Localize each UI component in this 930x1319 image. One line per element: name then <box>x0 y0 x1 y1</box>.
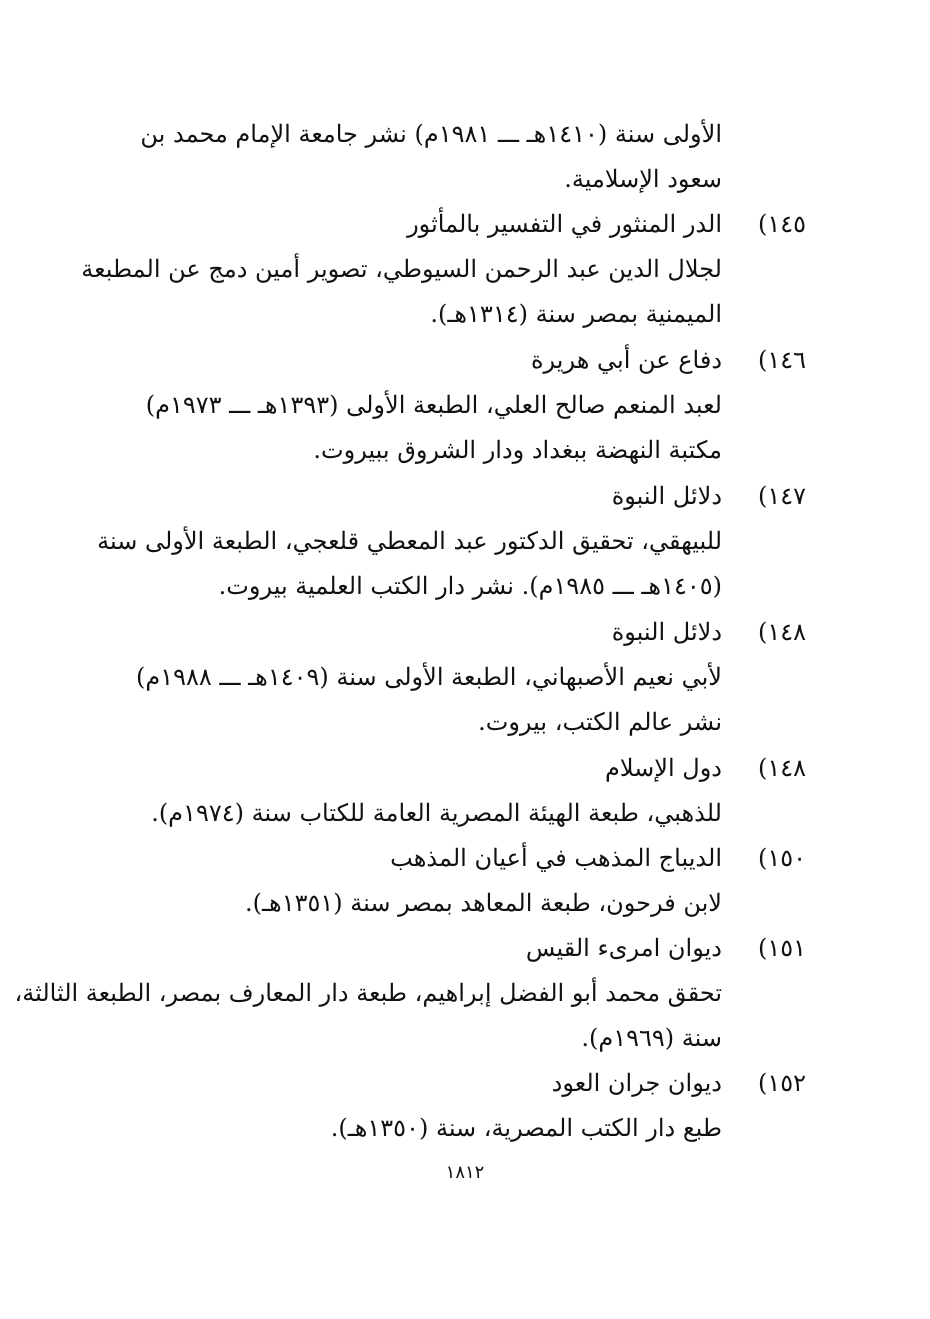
entry-body-line: لأبي نعيم الأصبهاني، الطبعة الأولى سنة (١٤٠٩هـ ـــ ١٩٨٨م) <box>135 663 722 691</box>
entry-title: الدر المنثور في التفسير بالمأثور <box>407 210 722 238</box>
entry-number: ١٤٨) <box>757 618 806 646</box>
intro-line-2: سعود الإسلامية. <box>564 165 722 193</box>
entry-number: ١٤٧) <box>757 482 806 510</box>
entry-title: ديوان امرىء القيس <box>525 934 722 962</box>
page-number: ١٨١٢ <box>445 1162 485 1183</box>
entry-body-line: (١٤٠٥هـ ـــ ١٩٨٥م). نشر دار الكتب العلمية بيروت. <box>218 572 722 600</box>
intro-line-1: الأولى سنة (١٤١٠هـ ـــ ١٩٨١م) نشر جامعة الإمام محمد بن <box>140 120 722 148</box>
entry-body-line: لعبد المنعم صالح العلي، الطبعة الأولى (١٣٩٣هـ ـــ ١٩٧٣م) <box>145 391 722 419</box>
entry-title: دول الإسلام <box>605 754 722 782</box>
entry-body-line: للذهبي، طبعة الهيئة المصرية العامة للكتاب سنة (١٩٧٤م). <box>151 799 722 827</box>
entry-body-line: نشر عالم الكتب، بيروت. <box>478 708 722 736</box>
entry-body-line: لجلال الدين عبد الرحمن السيوطي، تصوير أمين دمج عن المطبعة <box>81 255 722 283</box>
entry-title: دلائل النبوة <box>611 618 722 646</box>
entry-number: ١٥٠) <box>757 844 806 872</box>
entry-title: الديباج المذهب في أعيان المذهب <box>390 844 722 872</box>
entry-number: ١٤٥) <box>757 210 806 238</box>
entry-title: دفاع عن أبي هريرة <box>530 346 722 374</box>
entry-number: ١٥١) <box>757 934 806 962</box>
entry-number: ١٤٨) <box>757 754 806 782</box>
entry-number: ١٤٦) <box>757 346 806 374</box>
entry-number: ١٥٢) <box>757 1069 806 1097</box>
entry-body-line: للبيهقي، تحقيق الدكتور عبد المعطي قلعجي، الطبعة الأولى سنة <box>97 527 722 555</box>
entry-title: ديوان جران العود <box>551 1069 722 1097</box>
entry-title: دلائل النبوة <box>611 482 722 510</box>
entry-body-line: سنة (١٩٦٩م). <box>581 1024 722 1052</box>
entry-body-line: طبع دار الكتب المصرية، سنة (١٣٥٠هـ). <box>330 1114 722 1142</box>
entry-body-line: لابن فرحون، طبعة المعاهد بمصر سنة (١٣٥١هـ). <box>245 889 722 917</box>
entry-body-line: تحقق محمد أبو الفضل إبراهيم، طبعة دار المعارف بمصر، الطبعة الثالثة، <box>14 979 722 1007</box>
entry-body-line: مكتبة النهضة ببغداد ودار الشروق ببيروت. <box>313 436 722 464</box>
entry-body-line: الميمنية بمصر سنة (١٣١٤هـ). <box>430 300 722 328</box>
